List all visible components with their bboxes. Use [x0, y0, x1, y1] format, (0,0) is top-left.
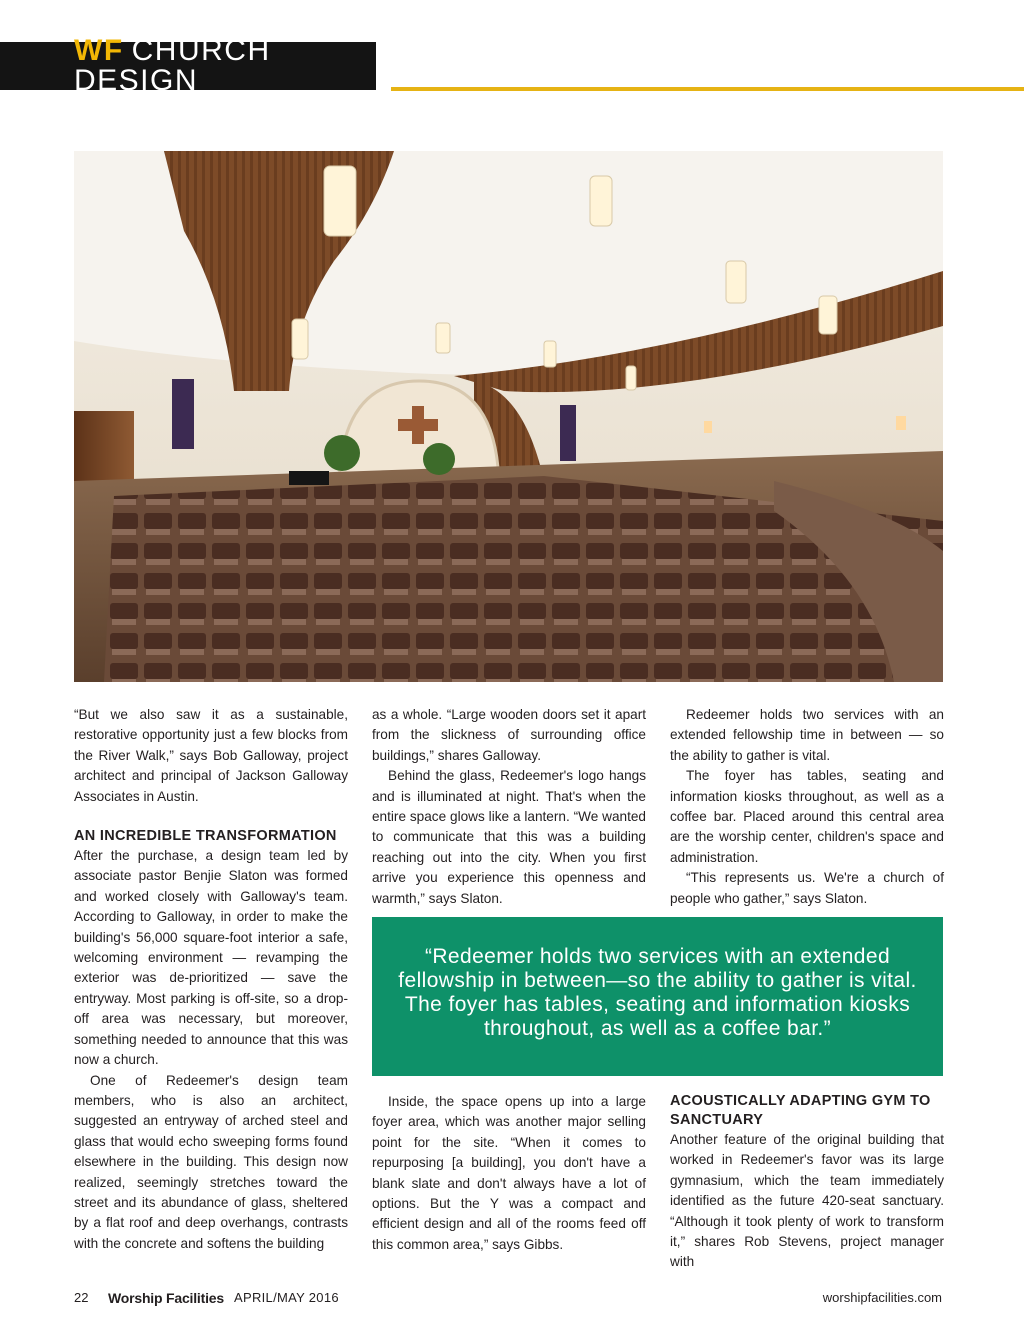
section-title: CHURCH DESIGN [74, 34, 271, 97]
paragraph: Redeemer holds two services with an extended fellowship time in between — so the ability to gather is vital. [670, 707, 944, 763]
page-number: 22 [74, 1290, 89, 1305]
column-2-lower [372, 1092, 646, 1255]
header-rule [391, 87, 1024, 91]
paragraph: Inside, the space opens up into a large foyer area, which was another major selling point for the site. “When it comes to repurposing [a building], you don't have a blank slate and don't always have a lot of options. But the Y was a compact and efficient design and all of the rooms feed off this common area,” says Gibbs. [372, 1094, 646, 1252]
paragraph: The foyer has tables, seating and information kiosks throughout, as well as a coffee bar. Placed around this central area are the worship center, children's space and administration. [670, 768, 944, 865]
paragraph: as a whole. “Large wooden doors set it apart from the slickness of surrounding office buildings,” shares Galloway. [372, 707, 646, 763]
column-1 [74, 705, 348, 1254]
paragraph: Another feature of the original building that worked in Redeemer's favor was its large gymnasium, which the team immediately identified as the future 420-seat sanctuary. “Although it took plenty of work to transform it,” shares Rob Stevens, project manager with [670, 1132, 944, 1270]
pull-quote: “Redeemer holds two services with an extended fellowship in between—so the ability to gather is vital. The foyer has tables, seating and information kiosks throughout, as well as a coffee bar.” [372, 917, 943, 1076]
section-header [0, 34, 376, 97]
sanctuary-photo [74, 151, 943, 682]
issue-date: APRIL/MAY 2016 [234, 1290, 339, 1305]
paragraph: After the purchase, a design team led by associate pastor Benjie Slaton was formed and worked closely with Galloway's team. According to Galloway, in order to make the building's 56,000 square-foot interior a safe, welcoming environment — revamping the exterior was de-prioritized — save the entryway. Most parking is off-site, so a drop-off area was necessary, but moreover, something needed to announce that this was now a church. [74, 848, 348, 1068]
subheading: AN INCREDIBLE TRANSFORMATION [74, 828, 337, 845]
column-3-lower [670, 1092, 944, 1273]
paragraph: “But we also saw it as a sustainable, restorative opportunity just a few blocks from the River Walk,” says Bob Galloway, project architect and principal of Jackson Galloway Associates in Austin. [74, 707, 348, 804]
website-link[interactable]: worshipfacilities.com [822, 1290, 942, 1305]
paragraph: One of Redeemer's design team members, who is also an architect, suggested an entryway of arched steel and glass that would echo sweeping forms found elsewhere in the building. This design now realized, seemingly stretches toward the street and its abundance of glass, sheltered by a flat roof and deep overhangs, contrasts with the concrete and softens the building [74, 1072, 348, 1251]
paragraph: “This represents us. We're a church of people who gather,” says Slaton. [670, 870, 944, 906]
column-3 [670, 705, 944, 909]
column-2 [372, 705, 646, 909]
paragraph: Behind the glass, Redeemer's logo hangs and is illuminated at night. That's when the entire space glows like a lantern. “We wanted to communicate that this was a building reaching out into the city. When you first arrive you experience this openness and warmth,” says Slaton. [372, 768, 646, 906]
subheading: ACOUSTICALLY ADAPTING GYM TO SANCTUARY [670, 1093, 931, 1128]
brand-mark: WF [74, 34, 124, 67]
magazine-name: Worship Facilities [108, 1290, 224, 1306]
